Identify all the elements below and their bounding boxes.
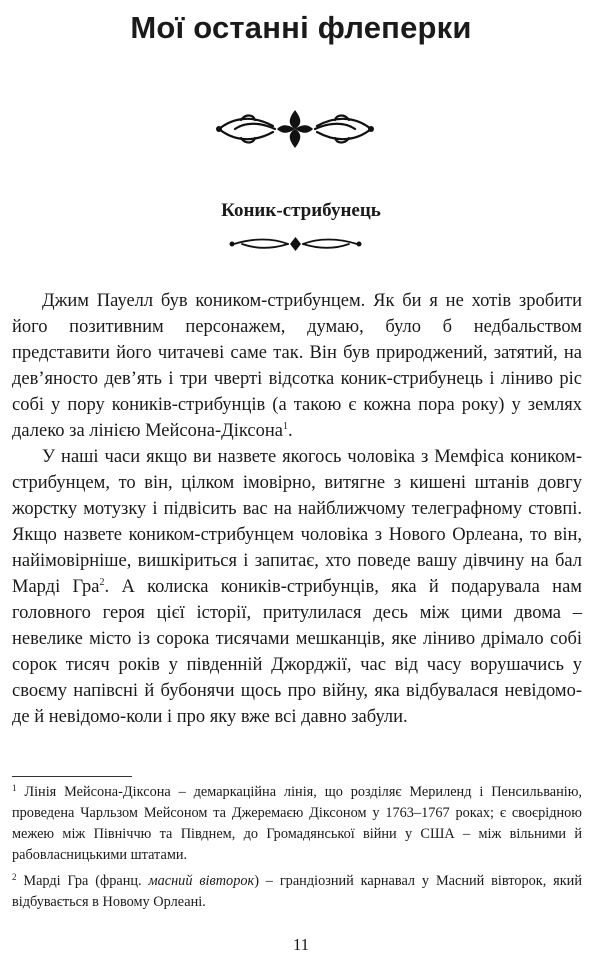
footnote-divider [12, 776, 132, 777]
footnote-ref: 1 [283, 421, 289, 432]
footnote-marker: 2 [12, 872, 17, 882]
paragraph: У наші часи якщо ви назвете якогось чоловіка з Мемфіса коником-стрибунцем, то він, цілком імовірно, витягне з кишені штанів довгу жорстку мотузку і підвісить вас на найближчому телеграфному стовпі. Якщо назвете коником-стрибунцем чоловіка з Нового Орлеана, то він, найімовірніше, вишкіриться і запитає, хто поведе вашу дівчину на бал Марді Гра$^2$. А колиска коників-стрибунців, яка й подарувала нам головного героя цієї історії, притулилася десь між цими двома – невелике місто із сорока тисячами мешканців, яке ліниво дрімало собі сорок тисяч років у південній Джорджії, час від часу ворушачись у своєму напівсні й бубонячи щось про війну, яка відбувалася невідомо-де й невідомо-коли і про яку вже всі давно забули. [12, 447, 583, 727]
chapter-title: Мої останні флеперки [130, 10, 472, 45]
footnote: $^1$ Лінія Мейсона-Діксона – демаркаційна лінія, що розділяє Мериленд і Пенсильванію, проведена Чарльзом Мейсоном та Джеремаєю Діксоном у 1763–1767 роках; є своєрідною межею між Північчю та Півднем, до Громадянської війни у США – між вільними й рабовласницькими штатами. [12, 783, 582, 863]
flourish-divider-icon [228, 235, 363, 253]
page-number: 11 [292, 935, 310, 954]
footnote: $^2$ Марді Гра (франц. масний вівторок) – грандіозний карнавал у Масний вівторок, який відбувається в Новому Орлеані. [12, 872, 582, 910]
floral-scroll-ornament-icon [215, 108, 375, 150]
main-text [12, 288, 582, 730]
footnote-ref: 2 [99, 577, 105, 588]
section-title: Коник-стрибунець [221, 200, 381, 221]
footnote-italic-term: масний вівторок [148, 873, 255, 889]
paragraph: Джим Пауелл був коником-стрибунцем. Як би я не хотів зробити його позитивним персонажем, думаю, було б недбальством представити його читачеві саме так. Він був природжений, затятий, на дев’яносто дев’ять і три чверті відсотка коник-стрибунець і ліниво ріс собі у пору коників-стрибунців (а такою є кожна пора року) у землях далеко за лінією Мейсона-Діксона$^1$. [12, 291, 582, 441]
footnote-marker: 1 [12, 783, 17, 793]
footnotes [12, 782, 582, 918]
